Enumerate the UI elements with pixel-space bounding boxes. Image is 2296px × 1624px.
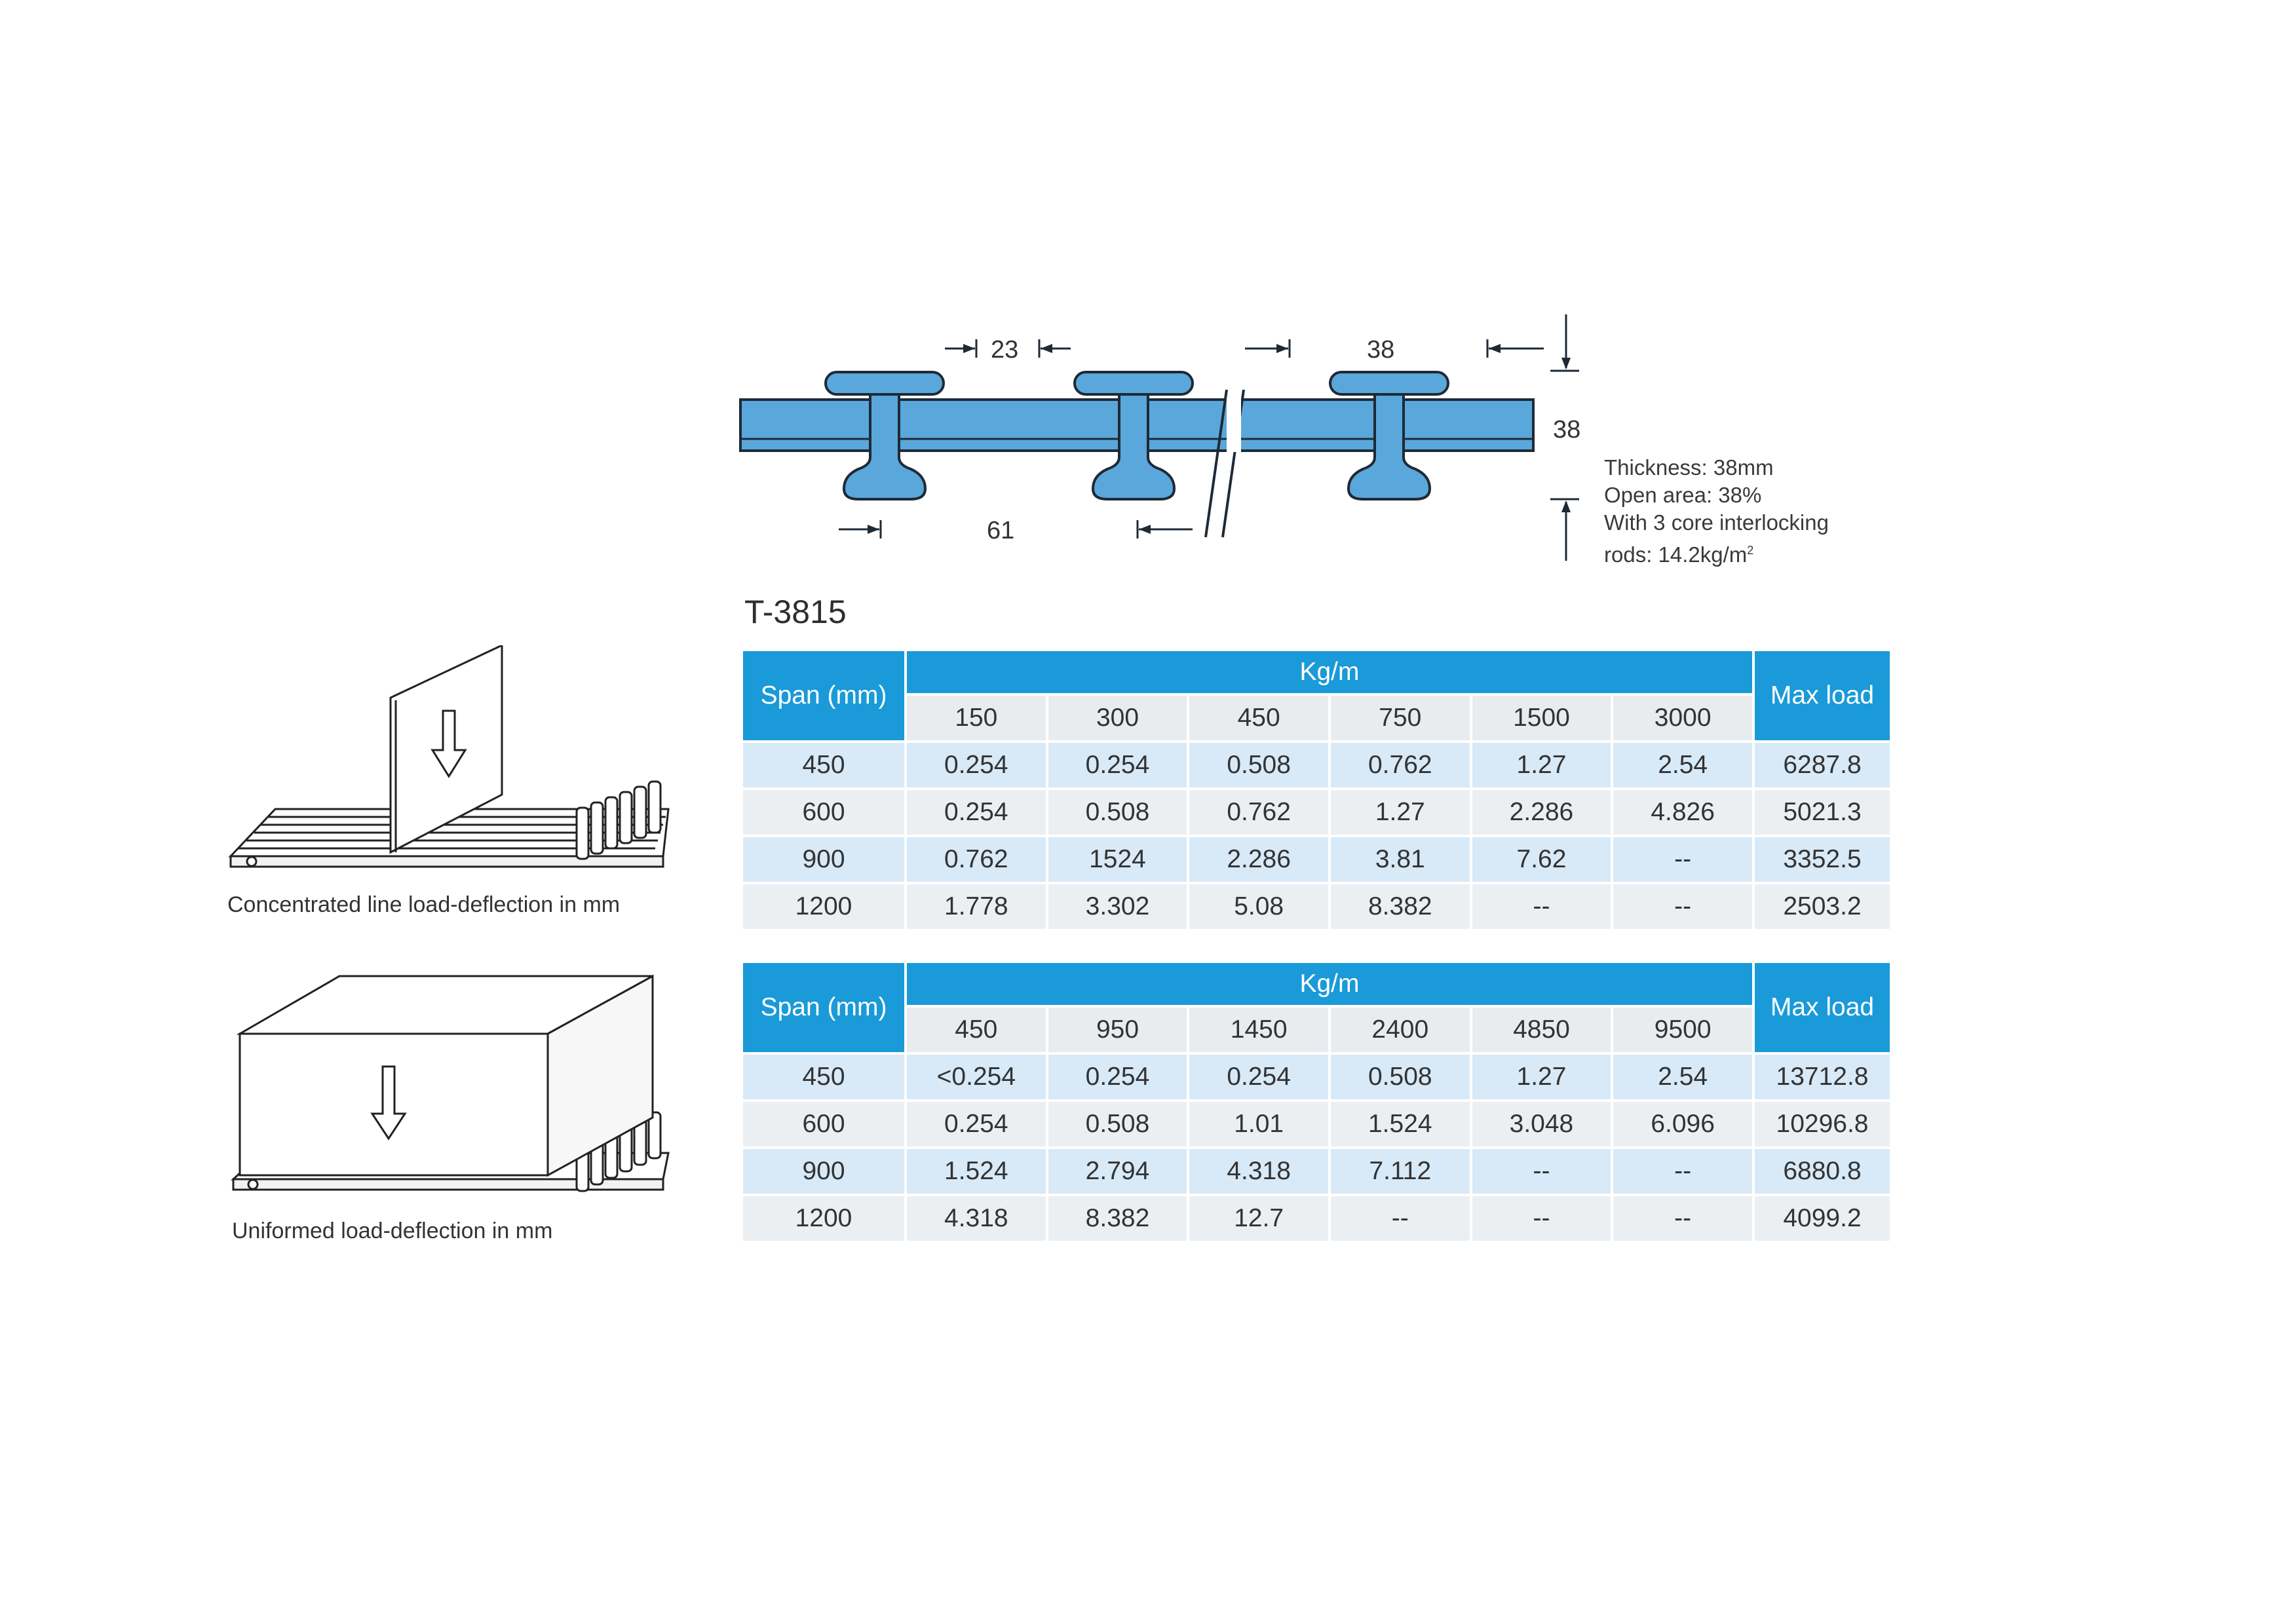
deflection-cell: 2.286: [1472, 790, 1611, 835]
span-cell: 900: [743, 837, 904, 882]
span-cell: 600: [743, 790, 904, 835]
max-load-cell: 10296.8: [1755, 1102, 1890, 1146]
spec-thickness: Thickness: 38mm: [1604, 455, 1774, 480]
table-row: [743, 1055, 1890, 1099]
table-row: [743, 1149, 1890, 1194]
load-value: 150: [907, 696, 1046, 740]
dim-height: 38: [1553, 416, 1581, 444]
deflection-cell: 3.048: [1472, 1102, 1611, 1146]
deflection-cell: --: [1472, 1149, 1611, 1194]
load-value: 9500: [1613, 1008, 1752, 1052]
spec-rods-weight: [1604, 537, 1829, 569]
line-load-table: [740, 649, 1892, 932]
dim-top-span: 38: [1367, 336, 1395, 364]
deflection-cell: 4.318: [1189, 1149, 1328, 1194]
deflection-cell: --: [1613, 837, 1752, 882]
deflection-cell: 0.254: [1048, 743, 1187, 787]
deflection-cell: --: [1613, 884, 1752, 929]
deflection-cell: 0.254: [907, 743, 1046, 787]
deflection-cell: --: [1331, 1196, 1470, 1241]
max-load-cell: 3352.5: [1755, 837, 1890, 882]
line-load-caption: Concentrated line load-deflection in mm: [227, 892, 621, 917]
span-header: Span (mm): [743, 651, 904, 740]
max-load-cell: 4099.2: [1755, 1196, 1890, 1241]
load-value: 450: [907, 1008, 1046, 1052]
deflection-cell: 2.54: [1613, 743, 1752, 787]
grating-profile-drawing: [734, 308, 1599, 570]
deflection-cell: --: [1472, 1196, 1611, 1241]
table-row: [743, 790, 1890, 835]
deflection-cell: --: [1472, 884, 1611, 929]
load-header-row: [743, 1008, 1890, 1052]
span-header: Span (mm): [743, 963, 904, 1052]
deflection-cell: 0.508: [1331, 1055, 1470, 1099]
deflection-cell: 1.27: [1472, 1055, 1611, 1099]
deflection-cell: 8.382: [1331, 884, 1470, 929]
line-load-illustration: [223, 645, 681, 881]
deflection-cell: 2.54: [1613, 1055, 1752, 1099]
max-load-cell: 6880.8: [1755, 1149, 1890, 1194]
table-row: [743, 1196, 1890, 1241]
span-cell: 900: [743, 1149, 904, 1194]
deflection-cell: 0.508: [1048, 1102, 1187, 1146]
header-row: [743, 651, 1890, 693]
deflection-cell: 0.254: [1048, 1055, 1187, 1099]
deflection-cell: 1.27: [1472, 743, 1611, 787]
deflection-cell: <0.254: [907, 1055, 1046, 1099]
deflection-cell: --: [1613, 1196, 1752, 1241]
load-value: 2400: [1331, 1008, 1470, 1052]
span-cell: 450: [743, 1055, 904, 1099]
deflection-cell: 2.286: [1189, 837, 1328, 882]
model-title: T-3815: [744, 594, 847, 630]
spec-rods-weight-sup: 2: [1747, 544, 1754, 557]
deflection-cell: 1.778: [907, 884, 1046, 929]
span-cell: 1200: [743, 1196, 904, 1241]
max-load-cell: 2503.2: [1755, 884, 1890, 929]
deflection-cell: 8.382: [1048, 1196, 1187, 1241]
deflection-cell: 3.81: [1331, 837, 1470, 882]
load-value: 1450: [1189, 1008, 1328, 1052]
max-load-header: Max load: [1755, 651, 1890, 740]
max-load-cell: 5021.3: [1755, 790, 1890, 835]
deflection-cell: 2.794: [1048, 1149, 1187, 1194]
deflection-cell: 1.01: [1189, 1102, 1328, 1146]
table-row: [743, 1102, 1890, 1146]
deflection-cell: 12.7: [1189, 1196, 1328, 1241]
span-cell: 600: [743, 1102, 904, 1146]
deflection-cell: 1524: [1048, 837, 1187, 882]
max-load-header: Max load: [1755, 963, 1890, 1052]
deflection-cell: 7.62: [1472, 837, 1611, 882]
deflection-cell: 4.318: [907, 1196, 1046, 1241]
deflection-cell: 0.254: [907, 1102, 1046, 1146]
table-row: [743, 743, 1890, 787]
spec-rods-weight-text: rods: 14.2kg/m: [1604, 542, 1748, 567]
deflection-cell: 1.524: [907, 1149, 1046, 1194]
deflection-cell: 1.27: [1331, 790, 1470, 835]
table-row: [743, 884, 1890, 929]
load-value: 950: [1048, 1008, 1187, 1052]
kg-header: Kg/m: [907, 651, 1752, 693]
deflection-cell: 0.254: [1189, 1055, 1328, 1099]
uniform-load-illustration: [223, 970, 681, 1205]
spec-note: [1604, 454, 1829, 569]
load-header-row: [743, 696, 1890, 740]
load-value: 4850: [1472, 1008, 1611, 1052]
uniform-load-table: [740, 960, 1892, 1243]
load-value: 450: [1189, 696, 1328, 740]
kg-header: Kg/m: [907, 963, 1752, 1005]
table-row: [743, 837, 1890, 882]
dim-top-pitch: 23: [991, 336, 1019, 364]
spec-core-rods: With 3 core interlocking: [1604, 510, 1829, 535]
dim-bottom-pitch: 61: [987, 517, 1015, 544]
deflection-cell: 3.302: [1048, 884, 1187, 929]
deflection-cell: 7.112: [1331, 1149, 1470, 1194]
deflection-cell: 0.254: [907, 790, 1046, 835]
load-value: 750: [1331, 696, 1470, 740]
load-value: 1500: [1472, 696, 1611, 740]
deflection-cell: 0.508: [1189, 743, 1328, 787]
deflection-cell: 6.096: [1613, 1102, 1752, 1146]
deflection-cell: 0.762: [1189, 790, 1328, 835]
deflection-cell: 0.762: [907, 837, 1046, 882]
uniform-load-caption: Uniformed load-deflection in mm: [232, 1218, 553, 1243]
header-row: [743, 963, 1890, 1005]
span-cell: 1200: [743, 884, 904, 929]
spec-open-area: Open area: 38%: [1604, 483, 1762, 507]
max-load-cell: 6287.8: [1755, 743, 1890, 787]
load-value: 300: [1048, 696, 1187, 740]
load-value: 3000: [1613, 696, 1752, 740]
deflection-cell: 0.762: [1331, 743, 1470, 787]
deflection-cell: 5.08: [1189, 884, 1328, 929]
deflection-cell: --: [1613, 1149, 1752, 1194]
span-cell: 450: [743, 743, 904, 787]
deflection-cell: 0.508: [1048, 790, 1187, 835]
deflection-cell: 1.524: [1331, 1102, 1470, 1146]
deflection-cell: 4.826: [1613, 790, 1752, 835]
max-load-cell: 13712.8: [1755, 1055, 1890, 1099]
